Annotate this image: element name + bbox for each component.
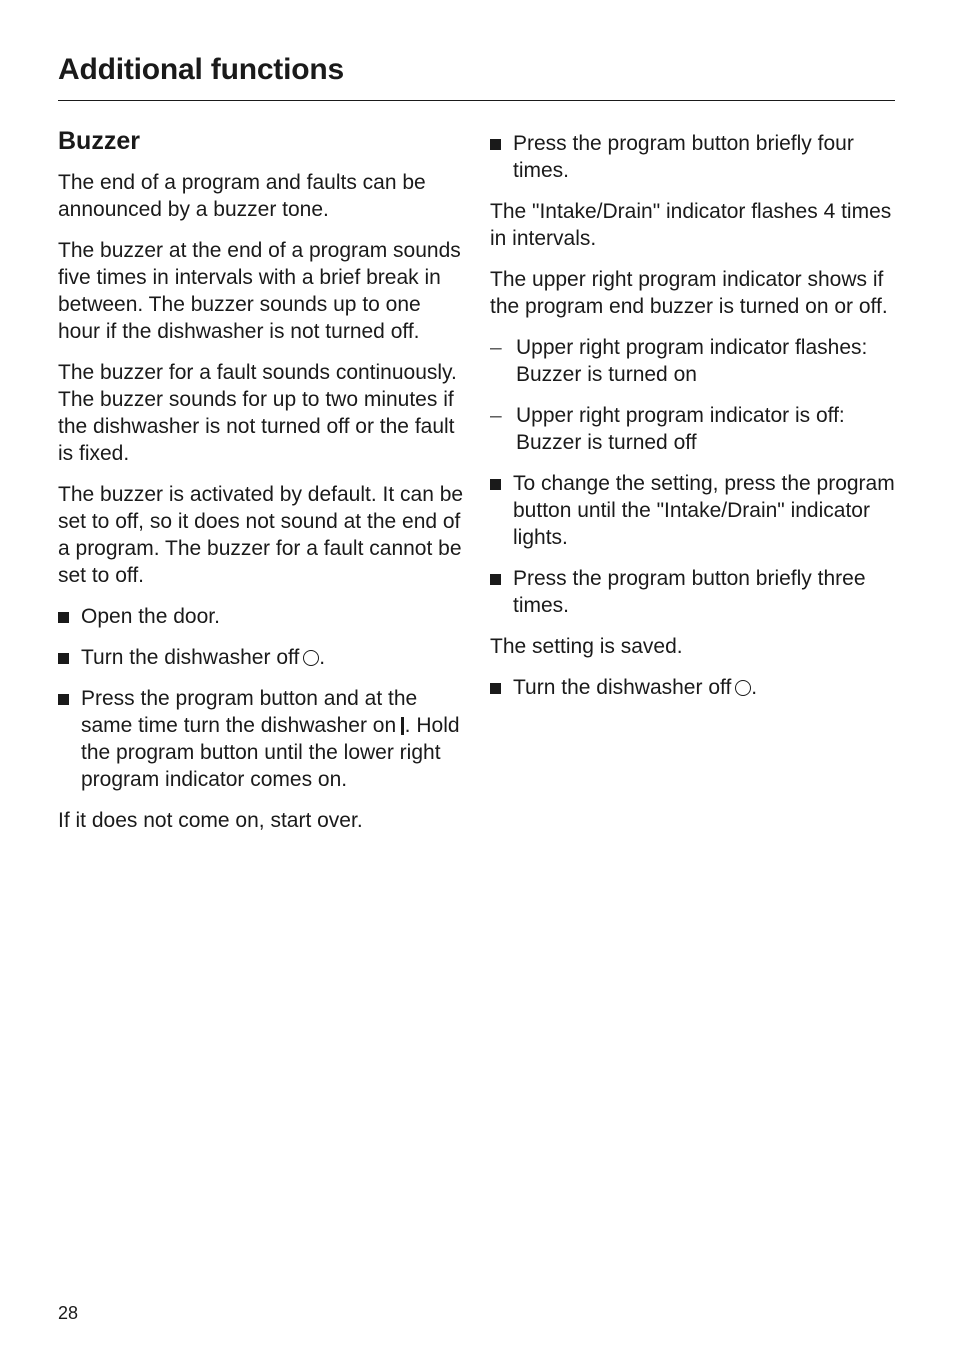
- square-bullet-icon: [490, 479, 501, 490]
- step-text: Open the door.: [81, 605, 220, 628]
- instruction-step: [490, 674, 895, 701]
- paragraph: If it does not come on, start over.: [58, 809, 363, 832]
- dash-list-item: [490, 402, 895, 456]
- dash-marker: –: [490, 404, 502, 427]
- paragraph: The buzzer for a fault sounds continuously. The buzzer sounds for up to two minutes if the dishwasher is not turned off or the fault is fixed.: [58, 361, 457, 465]
- header-divider: [58, 100, 895, 101]
- instruction-step: [58, 685, 468, 793]
- instruction-step: [58, 644, 468, 671]
- dash-list-item: [490, 334, 895, 388]
- square-bullet-icon: [490, 574, 501, 585]
- square-bullet-icon: [58, 612, 69, 623]
- dash-item-text: Upper right program indicator flashes: Buzzer is turned on: [516, 336, 868, 386]
- step-text-continued: Hold the program button until the lower right program indicator comes on.: [81, 714, 460, 791]
- paragraph: The "Intake/Drain" indicator flashes 4 times in intervals.: [490, 200, 892, 250]
- step-text: Turn the dishwasher off: [513, 676, 732, 699]
- instruction-step: [58, 603, 468, 630]
- square-bullet-icon: [58, 694, 69, 705]
- page-title: Additional functions: [58, 53, 344, 86]
- step-period: .: [319, 646, 326, 669]
- step-text: To change the setting, press the program button until the "Intake/Drain" indicator lights.: [513, 472, 895, 549]
- off-symbol-icon: [735, 680, 751, 696]
- paragraph: The upper right program indicator shows if the program end buzzer is turned on or off.: [490, 268, 888, 318]
- square-bullet-icon: [490, 683, 501, 694]
- step-text: Press the program button briefly four times.: [513, 132, 854, 182]
- off-symbol-icon: [303, 650, 319, 666]
- instruction-step: [490, 130, 895, 184]
- instruction-step: [490, 470, 895, 551]
- paragraph: The setting is saved.: [490, 635, 683, 658]
- page-number: 28: [58, 1303, 79, 1323]
- step-text: Turn the dishwasher off: [81, 646, 300, 669]
- instruction-step: [490, 565, 895, 619]
- square-bullet-icon: [490, 139, 501, 150]
- paragraph: The end of a program and faults can be announced by a buzzer tone.: [58, 171, 426, 221]
- dash-marker: –: [490, 336, 502, 359]
- right-column: [490, 130, 895, 715]
- step-period: .: [751, 676, 758, 699]
- square-bullet-icon: [58, 653, 69, 664]
- step-period: .: [404, 714, 411, 737]
- section-heading: Buzzer: [58, 127, 140, 155]
- left-column: [58, 126, 468, 848]
- on-symbol-icon: [401, 717, 404, 735]
- paragraph: The buzzer is activated by default. It can be set to off, so it does not sound at the end of a program. The buzzer for a fault cannot be set to off.: [58, 483, 464, 587]
- paragraph: The buzzer at the end of a program sounds five times in intervals with a brief break in between. The buzzer sounds up to one hour if the dishwasher is not turned off.: [58, 239, 461, 343]
- dash-item-text: Upper right program indicator is off: Buzzer is turned off: [516, 404, 845, 454]
- step-text: Press the program button briefly three times.: [513, 567, 866, 617]
- page-header: [58, 50, 895, 90]
- step-text: Press the program button and at the same time turn the dishwasher on: [81, 687, 418, 737]
